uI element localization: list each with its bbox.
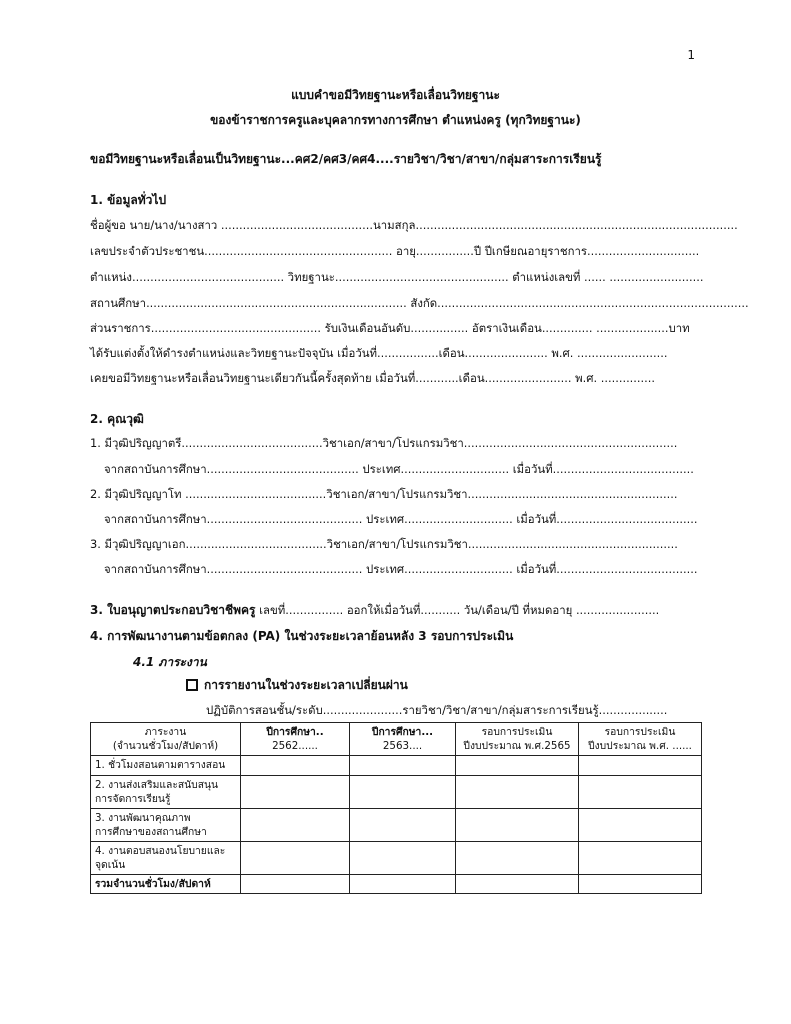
field-teaching-license[interactable]: [90, 603, 659, 617]
header-round-2565: รอบการประเมิน ปีงบประมาณ พ.ศ.2565: [456, 723, 579, 756]
table-cell[interactable]: [456, 809, 579, 842]
table-cell[interactable]: [456, 875, 579, 894]
table-row: [91, 776, 702, 809]
table-cell[interactable]: [350, 842, 456, 875]
row-label: 4. งานตอบสนองนโยบายและ จุดเน้น: [91, 842, 241, 875]
table-row: [91, 756, 702, 776]
table-total-row: [91, 875, 702, 894]
field-position[interactable]: ตำแหน่ง.......................................... วิทยฐานะ................................................ ตำแหน่งเลขที่ ...... ..........................: [90, 270, 704, 284]
section3-heading: 3. ใบอนุญาตประกอบวิชาชีพครู: [90, 603, 256, 617]
table-cell[interactable]: [579, 842, 702, 875]
row-label: 2. งานส่งเสริมและสนับสนุน การจัดการเรียนรู้: [91, 776, 241, 809]
field-bachelor-institution[interactable]: จากสถาบันการศึกษา.......................................... ประเทศ.............................. เมื่อวันที่.......................................: [104, 462, 694, 476]
table-cell[interactable]: [350, 875, 456, 894]
field-master-institution[interactable]: จากสถาบันการศึกษา........................................... ประเทศ.............................. เมื่อวันที่.......................................: [104, 512, 698, 526]
license-details: เลขที่................ ออกให้เมื่อวันที่........... วัน/เดือน/ปี ที่หมดอายุ .......................: [255, 603, 660, 617]
table-cell[interactable]: [456, 842, 579, 875]
table-cell[interactable]: [579, 756, 702, 776]
table-cell[interactable]: [579, 875, 702, 894]
request-level-line: ขอมีวิทยฐานะหรือเลื่อนเป็นวิทยฐานะ...คศ2/คศ3/คศ4....รายวิชา/วิชา/สาขา/กลุ่มสาระการเรียนรู้: [90, 152, 602, 166]
total-label: รวมจำนวนชั่วโมง/สัปดาห์: [91, 875, 241, 894]
field-citizen-id[interactable]: เลขประจำตัวประชาชน.................................................... อายุ................ปี ปีเกษียณอายุราชการ...............................: [90, 244, 700, 258]
table-cell[interactable]: [241, 776, 350, 809]
table-cell[interactable]: [579, 776, 702, 809]
header-year-2562: ปีการศึกษา.. 2562......: [241, 723, 350, 756]
field-previous-request[interactable]: เคยขอมีวิทยฐานะหรือเลื่อนวิทยฐานะเดียวกันนี้ครั้งสุดท้าย เมื่อวันที่............เดือน........................ พ.ศ. ...............: [90, 371, 656, 385]
field-master-degree[interactable]: 2. มีวุฒิปริญญาโท .......................................วิชาเอก/สาขา/โปรแกรมวิชา..........................................................: [90, 487, 678, 501]
field-appointed-date[interactable]: ได้รับแต่งตั้งให้ดำรงตำแหน่งและวิทยฐานะปัจจุบัน เมื่อวันที่.................เดือน....................... พ.ศ. .........................: [90, 346, 668, 360]
form-title: แบบคำขอมีวิทยฐานะหรือเลื่อนวิทยฐานะ: [291, 88, 500, 102]
field-doctoral-degree[interactable]: 3. มีวุฒิปริญญาเอก.......................................วิชาเอก/สาขา/โปรแกรมวิชา..........................................................: [90, 537, 678, 551]
checkbox-icon[interactable]: [186, 679, 198, 691]
table-cell[interactable]: [579, 809, 702, 842]
section4-heading: 4. การพัฒนางานตามข้อตกลง (PA) ในช่วงระยะเวลาย้อนหลัง 3 รอบการประเมิน: [90, 629, 514, 643]
field-doctoral-institution[interactable]: จากสถาบันการศึกษา........................................... ประเทศ.............................. เมื่อวันที่.......................................: [104, 562, 698, 576]
table-cell[interactable]: [350, 776, 456, 809]
table-cell[interactable]: [350, 756, 456, 776]
header-workload: ภาระงาน (จำนวนชั่วโมง/สัปดาห์): [91, 723, 241, 756]
section1-heading: 1. ข้อมูลทั่วไป: [90, 193, 167, 207]
table-row: [91, 809, 702, 842]
section4-1-heading: 4.1 ภาระงาน: [133, 655, 207, 669]
field-teaching-level[interactable]: ปฏิบัติการสอนชั้น/ระดับ......................รายวิชา/วิชา/สาขา/กลุ่มสาระการเรียนรู้...................: [206, 703, 668, 717]
field-school[interactable]: สถานศึกษา........................................................................ สังกัด......................................................................................: [90, 296, 749, 310]
table-cell[interactable]: [241, 875, 350, 894]
table-header-row: [91, 723, 702, 756]
table-cell[interactable]: [241, 842, 350, 875]
row-label: 3. งานพัฒนาคุณภาพ การศึกษาของสถานศึกษา: [91, 809, 241, 842]
table-row: [91, 842, 702, 875]
row-label: 1. ชั่วโมงสอนตามตารางสอน: [91, 756, 241, 776]
field-applicant-name[interactable]: ชื่อผู้ขอ นาย/นาง/นางสาว ..........................................นามสกุล.........................................................................................: [90, 218, 738, 232]
table-cell[interactable]: [350, 809, 456, 842]
table-cell[interactable]: [456, 776, 579, 809]
transition-report-option[interactable]: [186, 678, 408, 692]
header-round-next: รอบการประเมิน ปีงบประมาณ พ.ศ. ......: [579, 723, 702, 756]
header-year-2563: ปีการศึกษา... 2563....: [350, 723, 456, 756]
table-cell[interactable]: [241, 809, 350, 842]
transition-report-label: การรายงานในช่วงระยะเวลาเปลี่ยนผ่าน: [204, 678, 408, 692]
field-bachelor-degree[interactable]: 1. มีวุฒิปริญญาตรี.......................................วิชาเอก/สาขา/โปรแกรมวิชา...........................................................: [90, 436, 678, 450]
table-cell[interactable]: [456, 756, 579, 776]
workload-table: [90, 722, 702, 894]
section2-heading: 2. คุณวุฒิ: [90, 412, 144, 426]
table-cell[interactable]: [241, 756, 350, 776]
page-number: 1: [687, 48, 695, 62]
form-subtitle: ของข้าราชการครูและบุคลากรทางการศึกษา ตำแหน่งครู (ทุกวิทยฐานะ): [210, 113, 581, 127]
field-agency-salary[interactable]: ส่วนราชการ............................................... รับเงินเดือนอันดับ................ อัตราเงินเดือน.............. ....................บาท: [90, 321, 690, 335]
